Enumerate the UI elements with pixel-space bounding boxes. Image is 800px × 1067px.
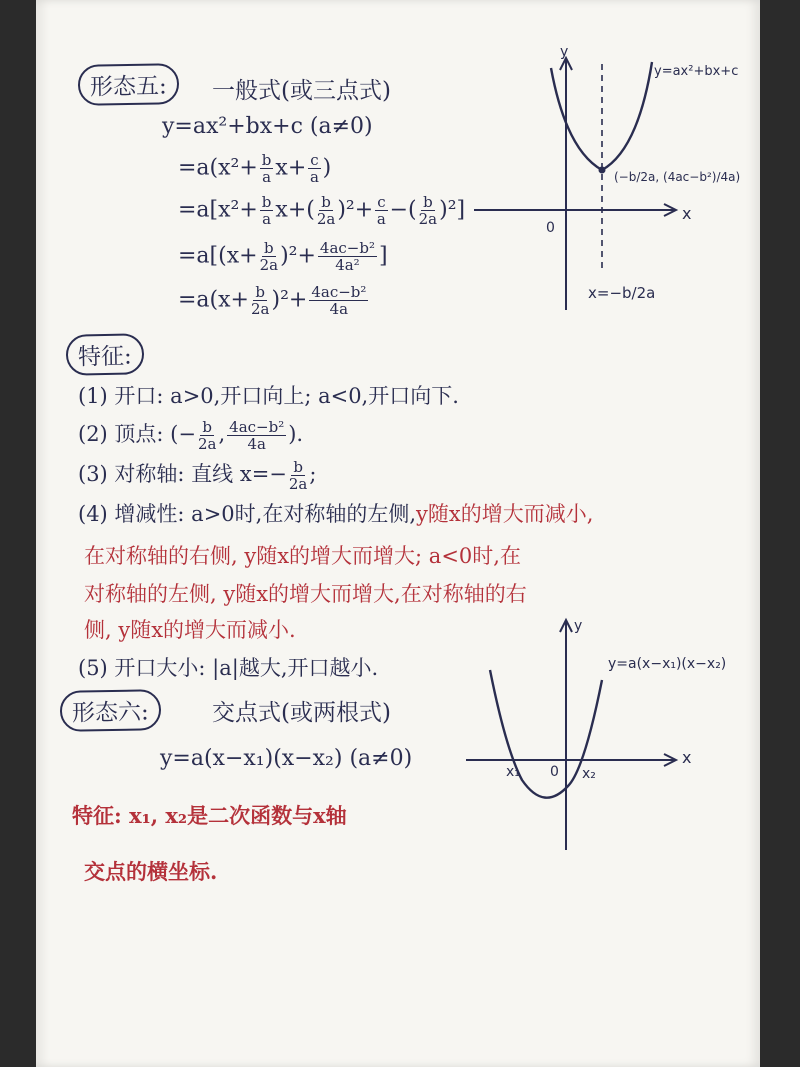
eq-line-2: =a(x²+ $\frac{b}{a}$ x+ $\frac{c}{a}$ ) (178, 151, 332, 186)
vertex-label: (−b/2a, (4ac−b²)/4a) (614, 170, 741, 184)
eq-line-1: y=ax²+bx+c (a≠0) (162, 114, 373, 139)
form5-heading: 形态五: (78, 63, 179, 106)
form6-title: 交点式(或两根式) (212, 700, 391, 726)
parabola-graph-2 (36, 0, 760, 1067)
feature-4-line-1: (4) 增减性: a>0时,在对称轴的左侧,y随x的增大而减小, (78, 502, 594, 526)
form6-heading: 形态六: (60, 689, 161, 732)
x-label-2: x (682, 748, 692, 767)
feature-5-size: (5) 开口大小: |a|越大,开口越小. (78, 656, 379, 680)
feature-3-axis: (3) 对称轴: 直线 x=− $\frac{b}{2a}$ ; (78, 458, 317, 493)
root-x2-label: x₂ (582, 766, 596, 782)
form6-feature-line-1: 特征: x₁, x₂是二次函数与x轴 (72, 803, 347, 828)
eq-line-3: =a[x²+ $\frac{b}{a}$ x+( $\frac{b}{2a}$ )²+ $\frac{c}{a}$ −( $\frac{b}{2a}$ )²] (178, 193, 466, 228)
eq-line-5: =a(x+ $\frac{b}{2a}$ )²+ $\frac{\text{4ac−b²}}{4a}$ (178, 283, 367, 318)
form5-title: 一般式(或三点式) (212, 78, 391, 104)
form6-feature-line-2: 交点的横坐标. (84, 859, 218, 884)
origin-label-1: 0 (546, 220, 555, 236)
feature-1-opening: (1) 开口: a>0,开口向上; a<0,开口向下. (78, 384, 459, 408)
root-x1-label: x₁ (506, 764, 520, 780)
y-label-2: y (574, 618, 583, 634)
y-label-1: y (560, 44, 569, 60)
x-label-1: x (682, 204, 692, 223)
feature-2-vertex: (2) 顶点: (− $\frac{b}{2a}$ , $\frac{\text{4ac−b²}}{4a}$ ). (78, 418, 304, 453)
origin-label-2: 0 (550, 764, 559, 780)
feature-4-line-4: 侧, y随x的增大而减小. (84, 618, 296, 642)
form6-equation: y=a(x−x₁)(x−x₂) (a≠0) (160, 746, 413, 771)
eq-line-4: =a[(x+ $\frac{b}{2a}$ )²+ $\frac{\text{4ac−b²}}{\text{4a²}}$ ] (178, 239, 388, 274)
feature-4-line-2: 在对称轴的右侧, y随x的增大而增大; a<0时,在 (84, 544, 521, 568)
feature-4-line-3: 对称轴的左侧, y随x的增大而增大,在对称轴的右 (84, 582, 527, 606)
features-heading: 特征: (66, 333, 144, 375)
curve-label-2: y=a(x−x₁)(x−x₂) (608, 656, 727, 672)
notebook-page (36, 0, 760, 1067)
curve-label-1: y=ax²+bx+c (654, 64, 739, 79)
symmetry-axis-label: x=−b/2a (588, 284, 656, 302)
